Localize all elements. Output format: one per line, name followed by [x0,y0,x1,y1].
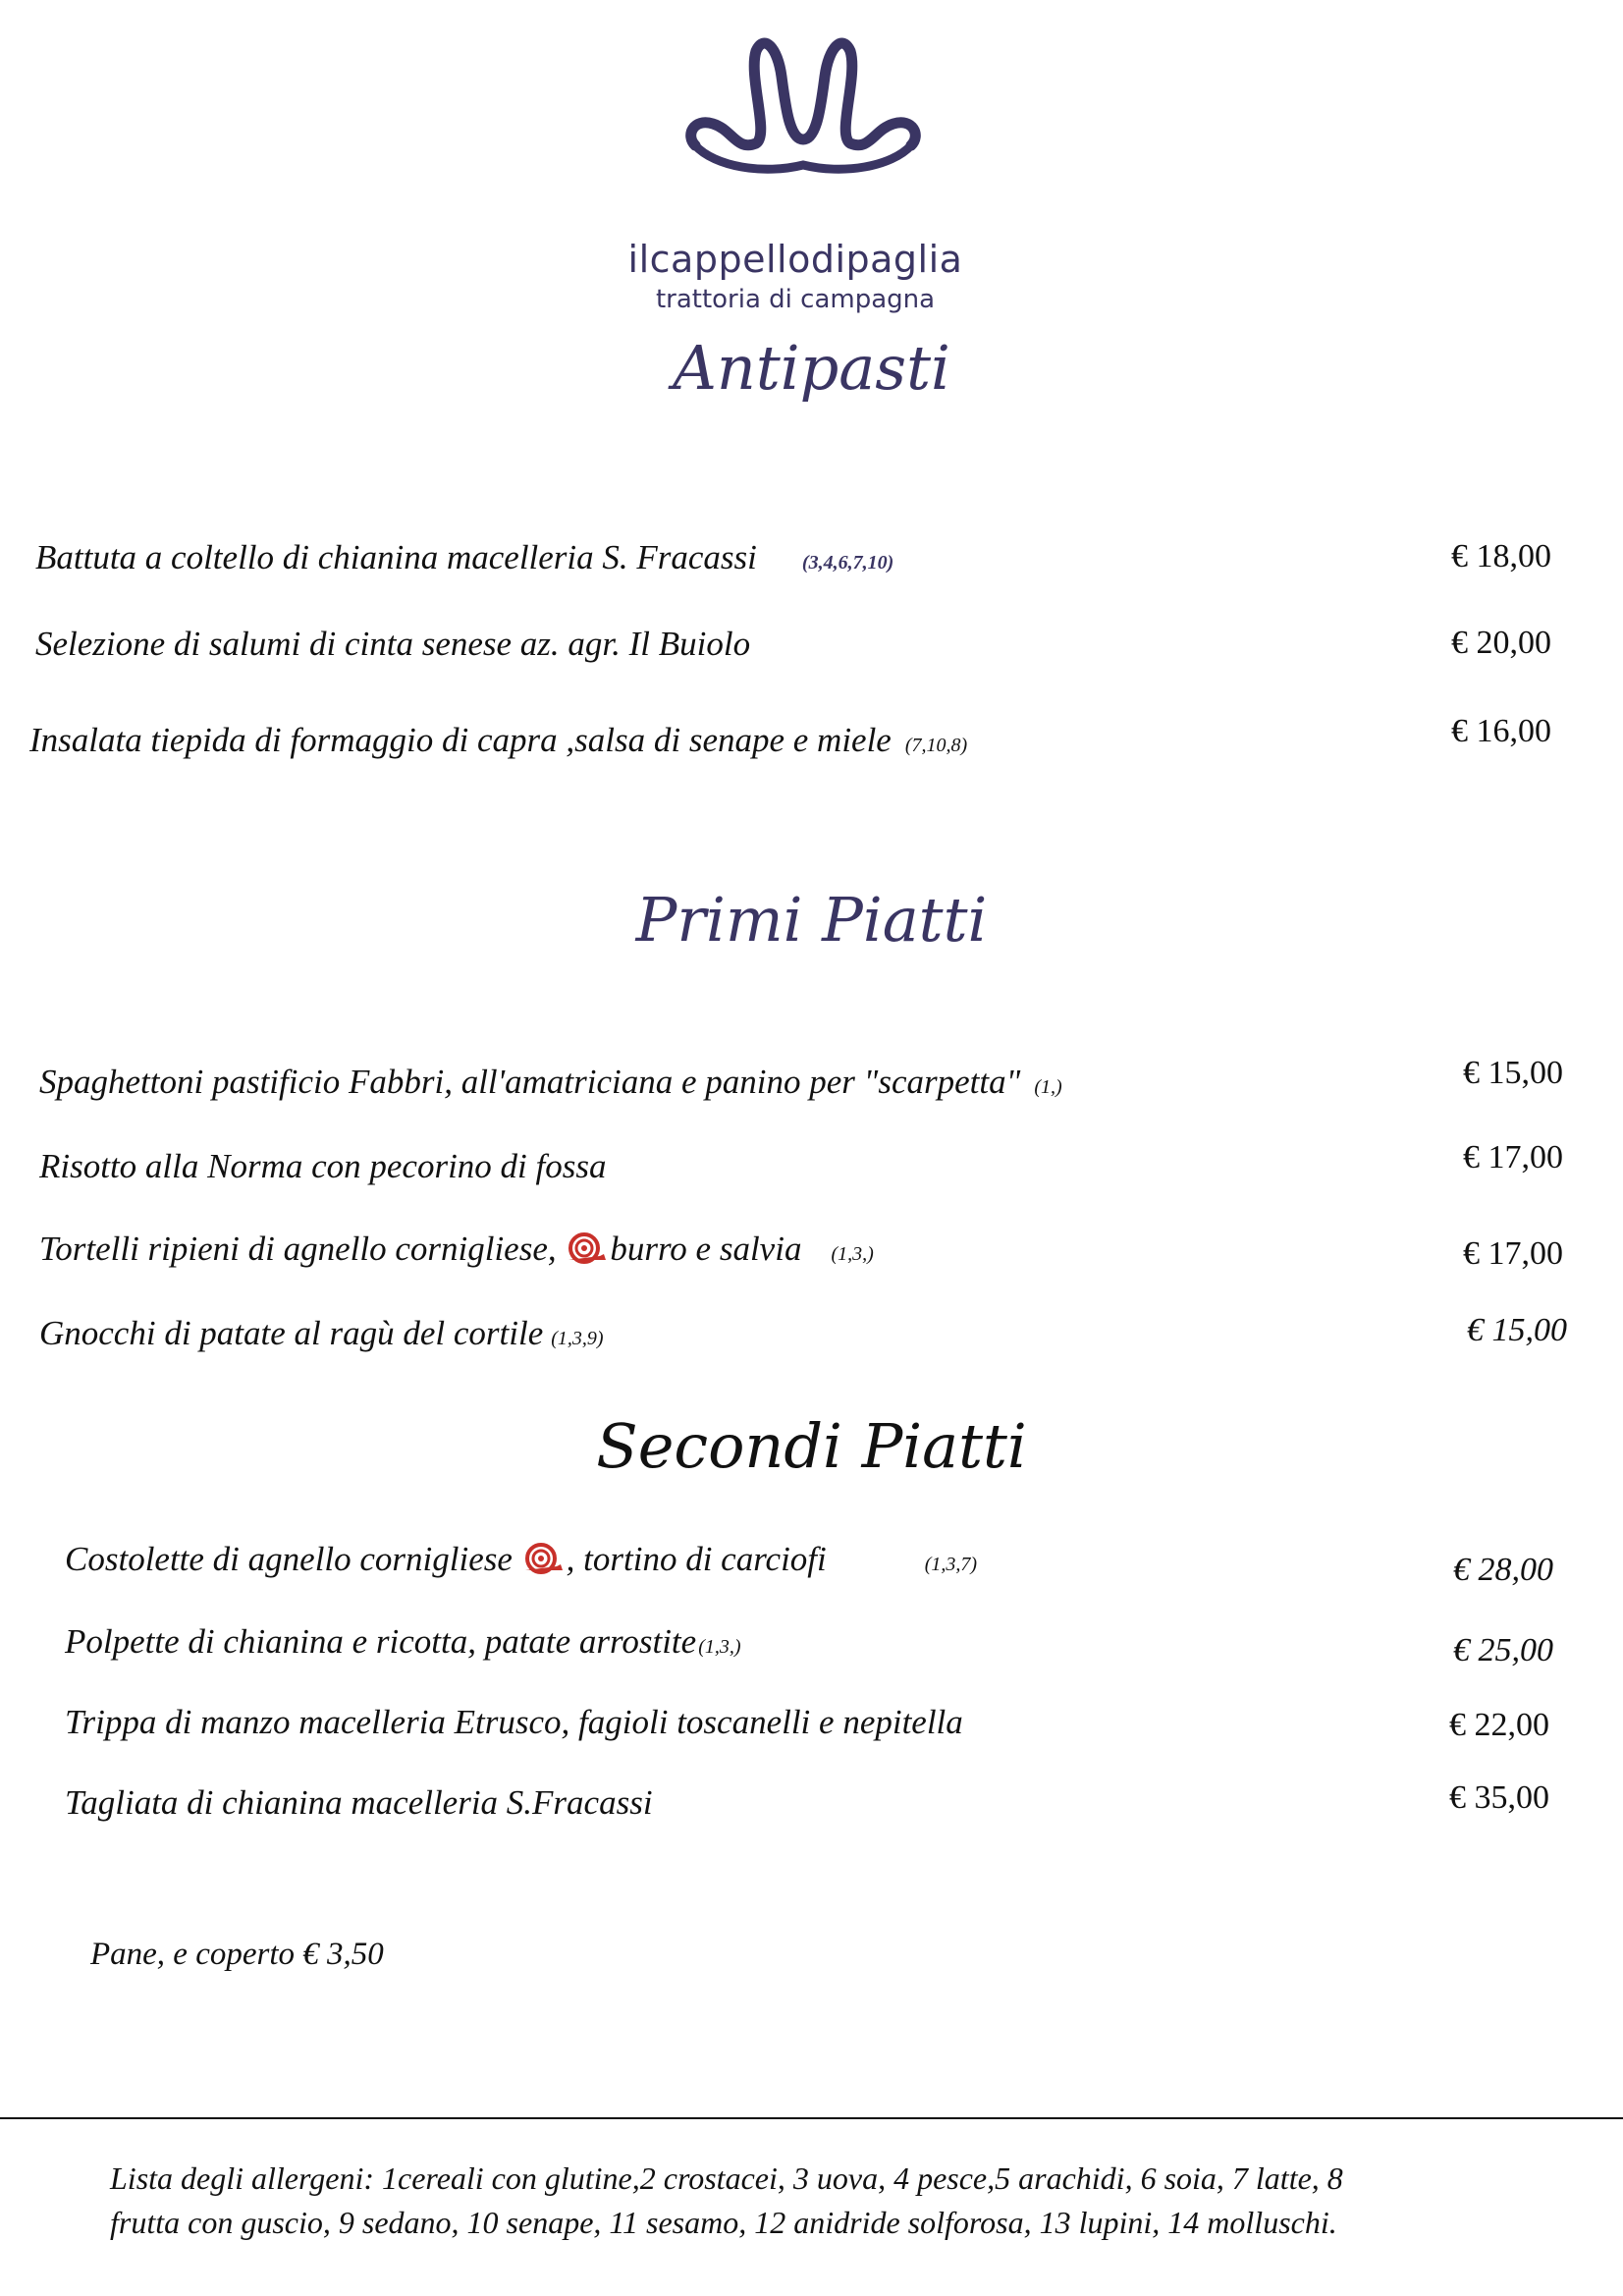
item-name-suffix: burro e salvia [610,1230,802,1268]
item-price: € 25,00 [1453,1632,1553,1668]
footer-divider [0,2117,1623,2119]
item-allergens: (3,4,6,7,10) [801,552,894,574]
allergen-legend [110,2157,1583,2245]
menu-item [65,1540,977,1579]
item-allergens: (1,3,) [698,1636,741,1658]
coperto-note: Pane, e coperto € 3,50 [90,1937,384,1972]
item-name: Risotto alla Norma con pecorino di fossa [39,1147,607,1185]
menu-item [39,1147,607,1186]
item-name: Tortelli ripieni di agnello cornigliese, [39,1230,566,1268]
item-allergens: (1,3,) [831,1243,874,1265]
item-allergens: (7,10,8) [904,735,968,756]
item-price: € 17,00 [1463,1235,1563,1272]
menu-item [65,1783,653,1823]
menu-item [39,1063,1062,1102]
item-name: Gnocchi di patate al ragù del cortile [39,1314,544,1352]
item-name: Polpette di chianina e ricotta, patate arrostite [65,1622,697,1661]
item-price: € 18,00 [1451,538,1551,574]
item-price: € 15,00 [1463,1055,1563,1091]
section-title-secondi: Secondi Piatti [596,1410,1027,1482]
item-name: Trippa di manzo macelleria Etrusco, fagioli toscanelli e nepitella [65,1703,963,1741]
menu-item [35,538,893,577]
snail-slow-food-icon [521,1541,567,1576]
menu-item [35,625,750,664]
item-name: Costolette di agnello cornigliese [65,1540,521,1578]
item-name: Tagliata di chianina macelleria S.Fracassi [65,1783,653,1822]
allergen-legend-line: frutta con guscio, 9 sedano, 10 senape, 11 sesamo, 12 anidride solforosa, 13 lupini, 14 molluschi. [110,2205,1337,2240]
menu-item [65,1703,963,1742]
menu-item [39,1230,874,1269]
item-name: Insalata tiepida di formaggio di capra ,salsa di senape e miele [29,721,892,759]
item-price: € 16,00 [1451,713,1551,749]
menu-item [29,721,967,760]
brand-tagline: trattoria di campagna [655,285,936,314]
item-price: € 20,00 [1451,625,1551,661]
snail-slow-food-icon [565,1230,610,1266]
item-name: Battuta a coltello di chianina macelleria S. Fracassi [35,538,757,576]
item-price: € 15,00 [1467,1312,1567,1348]
section-title-primi: Primi Piatti [635,884,988,956]
item-allergens: (1,3,7) [924,1554,978,1575]
item-name: Selezione di salumi di cinta senese az. agr. Il Buiolo [35,625,751,663]
item-price: € 28,00 [1453,1552,1553,1588]
menu-item [39,1314,604,1353]
straw-hat-logo-icon [676,37,931,185]
item-price: € 35,00 [1449,1779,1549,1816]
item-name-suffix: , tortino di carciofi [566,1540,827,1578]
item-name: Spaghettoni pastificio Fabbri, all'amatriciana e panino per "scarpetta" [39,1063,1021,1101]
menu-item [65,1622,741,1662]
allergen-legend-line: Lista degli allergeni: 1cereali con glutine,2 crostacei, 3 uova, 4 pesce,5 arachidi, 6 soia, 7 latte, 8 [110,2160,1343,2196]
section-title-antipasti: Antipasti [673,332,950,404]
item-price: € 22,00 [1449,1707,1549,1743]
brand-name: ilcappellodipaglia [627,238,963,281]
item-allergens: (1,3,9) [551,1328,604,1349]
item-allergens: (1,) [1034,1076,1062,1098]
item-price: € 17,00 [1463,1139,1563,1175]
